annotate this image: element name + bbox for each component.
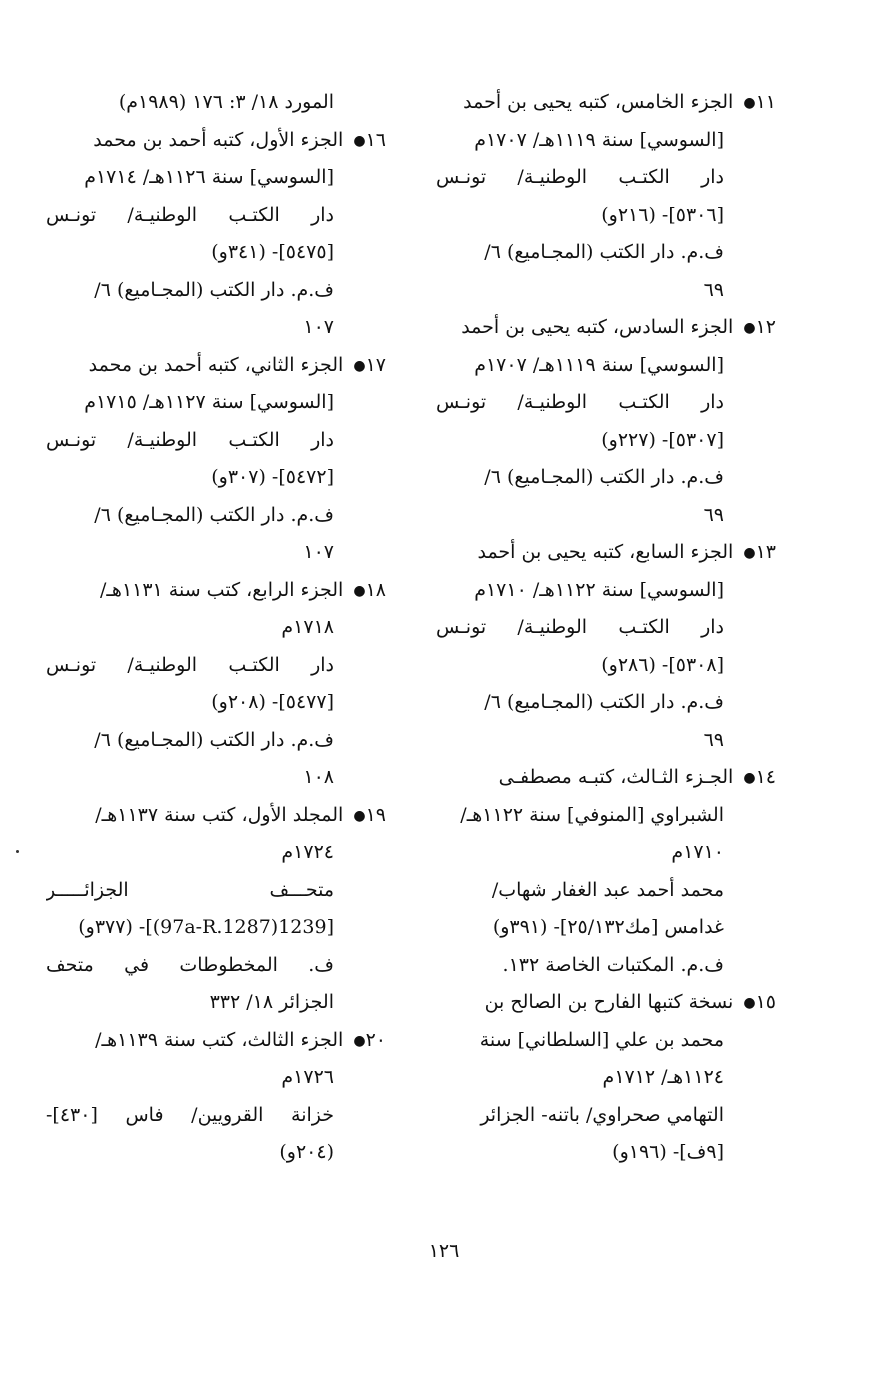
entry-line: [السوسي] سنة ١١٢٧هـ/ ١٧١٥م [84,391,334,413]
continuation-line: المورد ١٨/ ٣: ١٧٦ (١٩٨٩م) [118,91,334,113]
bullet-icon: ● [353,807,366,824]
entry-line: ١٠٧ [303,541,334,563]
entry-first-line [436,309,776,347]
entry-title: المجلد الأول، كتب سنة ١١٣٧هـ/ [95,803,344,826]
bullet-icon: ● [743,95,756,111]
entry-line: (٢٠٤و) [279,1141,334,1163]
entry-line: ف.م. دار الكتب (المجـاميع) ٦/ [484,466,724,488]
catalog-entry [46,572,386,797]
bullet-icon: ● [353,1032,366,1049]
entry-line: [السوسي] سنة ١١١٩هـ/ ١٧٠٧م [474,353,724,376]
catalog-entry [46,797,386,1022]
entry-number: ١٨ [365,578,386,601]
entry-line: ١١٢٤هـ/ ١٧١٢م [602,1066,724,1088]
catalog-entry [436,534,776,759]
entry-number: ١٥ [755,991,776,1013]
bullet-icon: ● [743,545,756,561]
entry-title: الجزء الرابع، كتب سنة ١١٣١هـ/ [99,578,344,601]
entry-title: الجزء السادس، كتبه يحيى بن أحمد [461,316,734,338]
entry-number: ١٧ [365,353,386,376]
entry-number: ١٤ [755,766,776,788]
entry-line: ف.م. دار الكتب (المجـاميع) ٦/ [94,278,334,301]
entry-first-line [436,84,776,122]
entry-line: [٥٣٠٨]- (٢٨٦و) [601,653,724,676]
entry-number: ٢٠ [365,1028,386,1051]
entry-line: ١٧٢٤م [281,841,334,863]
entry-first-line [46,572,386,610]
entry-line: ١٧٢٦م [281,1066,334,1088]
entry-line: [السوسي] سنة ١١٢٢هـ/ ١٧١٠م [474,578,724,601]
entry-line: ف.م. دار الكتب (المجـاميع) ٦/ [484,691,724,713]
catalog-entry [46,347,386,572]
entry-line: دار الكتـب الوطنيـة/ تونـس [46,203,334,226]
entry-line: غدامس [مك٢٥/١٣٢]- (٣٩١و) [492,916,724,938]
catalog-entry [436,759,776,984]
entry-line: محمد أحمد عبد الغفار شهاب/ [491,878,724,901]
entry-line: ٦٩ [703,278,724,301]
entry-title: الجزء الخامس، كتبه يحيى بن أحمد [463,91,734,113]
entry-first-line [46,797,386,835]
entry-line: دار الكتـب الوطنيـة/ تونـس [436,616,724,638]
entry-line: محمد بن علي [السلطاني] سنة [479,1028,724,1051]
entry-line: التهامي صحراوي/ باتنه- الجزائر [480,1103,724,1126]
entry-number: ١٦ [365,128,386,151]
entry-number: ١٩ [365,803,386,826]
entry-number: ١١ [755,91,776,113]
bullet-icon: ● [743,770,756,786]
entry-first-line [46,347,386,385]
right-column [436,84,776,1172]
entry-line: ف. المخطوطات في متحف [46,953,334,976]
bullet-icon: ● [353,357,366,374]
entry-number: ١٢ [755,316,776,338]
entry-first-line [436,534,776,572]
entry-line: ١٠٨ [303,766,334,788]
entry-line: ف.م. دار الكتب (المجـاميع) ٦/ [94,503,334,526]
entry-first-line [46,1022,386,1060]
entry-line: [٥٤٧٢]- (٣٠٧و) [211,466,334,488]
entry-line: دار الكتـب الوطنيـة/ تونـس [46,428,334,451]
entry-line: متحـــف الجزائـــــر [46,878,334,901]
entry-line: [1239(97a-R.1287)]- (٣٧٧و) [78,916,334,938]
entry-title: الجـزء الثـالث، كتبـه مصطفـى [498,766,734,788]
entry-line: ١٧١٨م [281,616,334,638]
entry-line: [٩ف]- (١٩٦و) [612,1141,724,1163]
left-column [46,84,386,1172]
speck [16,850,19,853]
catalog-entry [436,84,776,309]
entry-number: ١٣ [755,541,776,563]
entry-line: دار الكتـب الوطنيـة/ تونـس [436,166,724,188]
entry-line: دار الكتـب الوطنيـة/ تونـس [436,391,724,413]
entry-line: [السوسي] سنة ١١٢٦هـ/ ١٧١٤م [84,166,334,188]
entry-line: ف.م. دار الكتب (المجـاميع) ٦/ [484,241,724,263]
catalog-entry [46,1022,386,1172]
entry-line: ٦٩ [703,503,724,526]
entry-line: خزانة القرويين/ فاس [٤٣٠]- [46,1103,334,1126]
catalog-entry [46,122,386,347]
entry-line: [السوسي] سنة ١١١٩هـ/ ١٧٠٧م [474,128,724,151]
bullet-icon: ● [353,132,366,149]
entry-line: ٦٩ [703,728,724,751]
catalog-entry [436,309,776,534]
bullet-icon: ● [743,995,756,1011]
page-number: ١٢٦ [428,1240,460,1262]
entry-title: نسخة كتبها الفارح بن الصالح بن [484,991,734,1013]
entry-line: ف.م. دار الكتب (المجـاميع) ٦/ [94,728,334,751]
bullet-icon: ● [743,320,756,336]
entry-title: الجزء الأول، كتبه أحمد بن محمد [93,128,344,151]
entry-line: الجزائر ١٨/ ٣٣٢ [209,991,334,1013]
entry-first-line [46,122,386,160]
entry-line: الشبراوي [المنوفي] سنة ١١٢٢هـ/ [460,803,724,826]
entry-line: [٥٤٧٥]- (٣٤١و) [211,241,334,263]
catalog-entry [436,984,776,1172]
entry-first-line [436,759,776,797]
entry-line: ف.م. المكتبات الخاصة ١٣٢. [502,953,724,976]
bullet-icon: ● [353,582,366,599]
entry-line: دار الكتـب الوطنيـة/ تونـس [46,653,334,676]
entry-title: الجزء الثاني، كتبه أحمد بن محمد [88,353,344,376]
entry-title: الجزء السابع، كتبه يحيى بن أحمد [477,541,734,563]
entry-line: [٥٤٧٧]- (٢٠٨و) [211,691,334,713]
entry-line: [٥٣٠٦]- (٢١٦و) [601,203,724,226]
entry-line: ١٠٧ [303,316,334,338]
entry-first-line [436,984,776,1022]
entry-line: ١٧١٠م [671,841,724,863]
entry-title: الجزء الثالث، كتب سنة ١١٣٩هـ/ [95,1028,344,1051]
entry-line: [٥٣٠٧]- (٢٢٧و) [601,428,724,451]
